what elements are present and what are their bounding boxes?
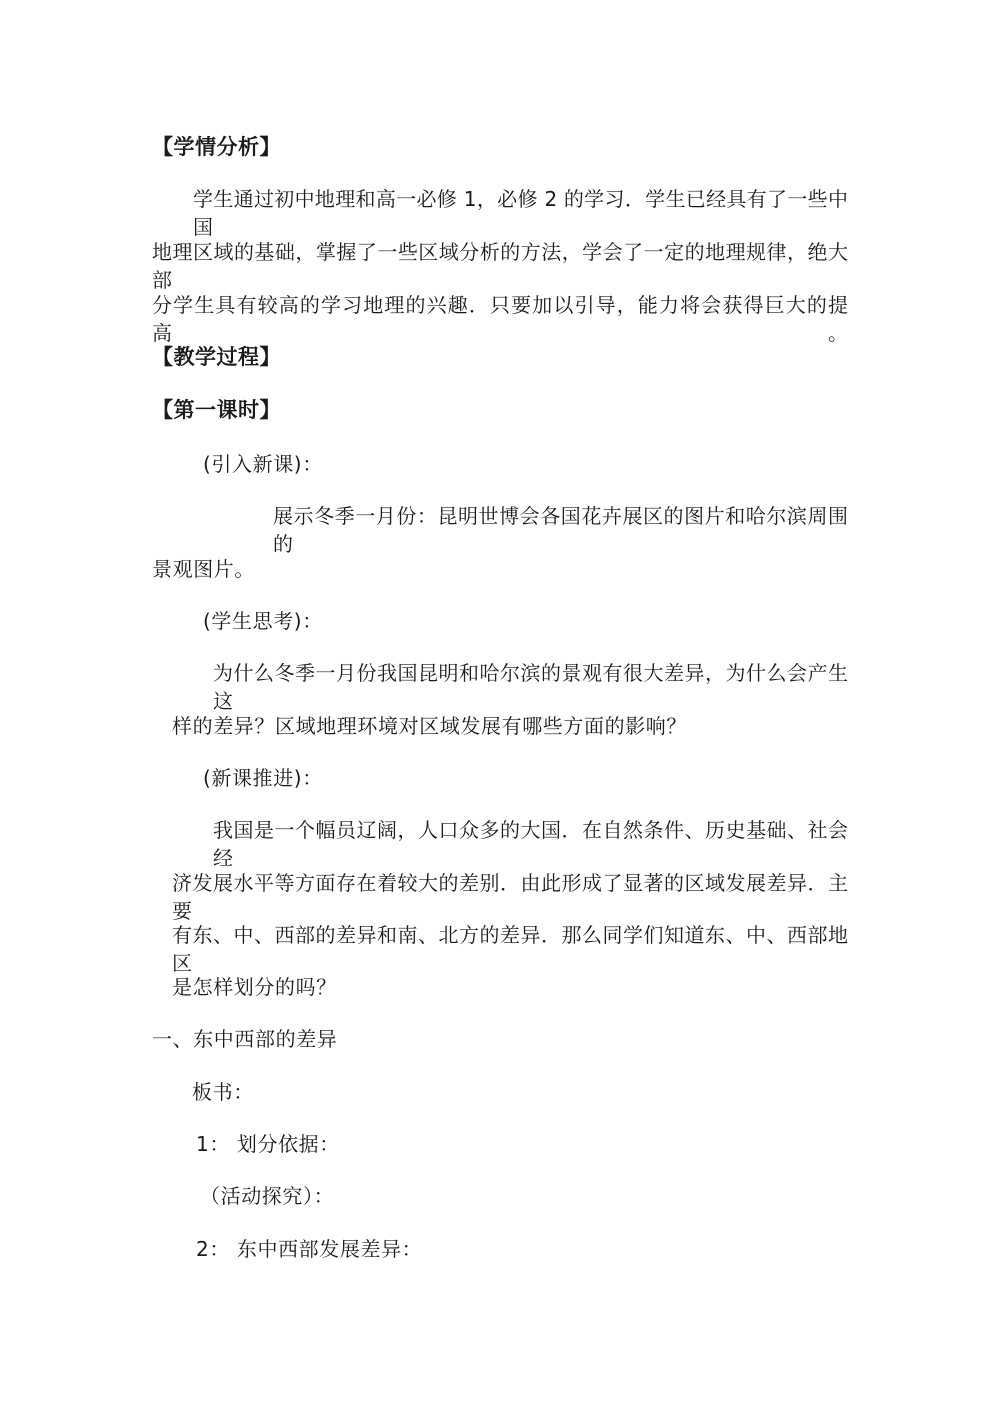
board-label: 板书：	[192, 1080, 254, 1104]
activity-label: （活动探究）：	[200, 1184, 335, 1208]
paragraph-line: 样的差异？区域地理环境对区域发展有哪些方面的影响？	[172, 714, 687, 738]
paragraph-line: 景观图片。	[152, 557, 255, 581]
paragraph-line: 为什么冬季一月份我国昆明和哈尔滨的景观有很大差异，为什么会产生这	[213, 661, 848, 713]
intro-label: (引入新课)：	[203, 452, 323, 476]
subsection-title: 一、东中西部的差异	[152, 1027, 338, 1051]
paragraph-line: 有东、中、西部的差异和南、北方的差异．那么同学们知道东、中、西部地区	[172, 923, 848, 975]
paragraph-line: 济发展水平等方面存在着较大的差别．由此形成了显著的区域发展差异．主要	[172, 871, 848, 923]
paragraph-line: 学生通过初中地理和高一必修 1，必修 2 的学习．学生已经具有了一些中国	[193, 187, 848, 239]
thinking-label: (学生思考)：	[203, 609, 323, 633]
paragraph-line: 地理区域的基础，掌握了一些区域分析的方法，学会了一定的地理规律，绝大部	[152, 240, 848, 292]
paragraph-line: 分学生具有较高的学习地理的兴趣．只要加以引导，能力将会获得巨大的提高。	[152, 293, 848, 345]
paragraph-line: 我国是一个幅员辽阔，人口众多的大国．在自然条件、历史基础、社会经	[213, 818, 848, 870]
list-item-development-difference: 2： 东中西部发展差异：	[196, 1237, 423, 1261]
paragraph-line: 展示冬季一月份：昆明世博会各国花卉展区的图片和哈尔滨周围的	[273, 504, 848, 556]
section-heading-teaching-process: 【教学过程】	[152, 345, 281, 369]
section-heading-student-analysis: 【学情分析】	[152, 135, 281, 159]
paragraph-line: 是怎样划分的吗？	[172, 975, 337, 999]
list-item-division-basis: 1： 划分依据：	[196, 1132, 340, 1156]
progress-label: (新课推进)：	[203, 766, 323, 790]
section-heading-first-lesson: 【第一课时】	[152, 398, 281, 422]
